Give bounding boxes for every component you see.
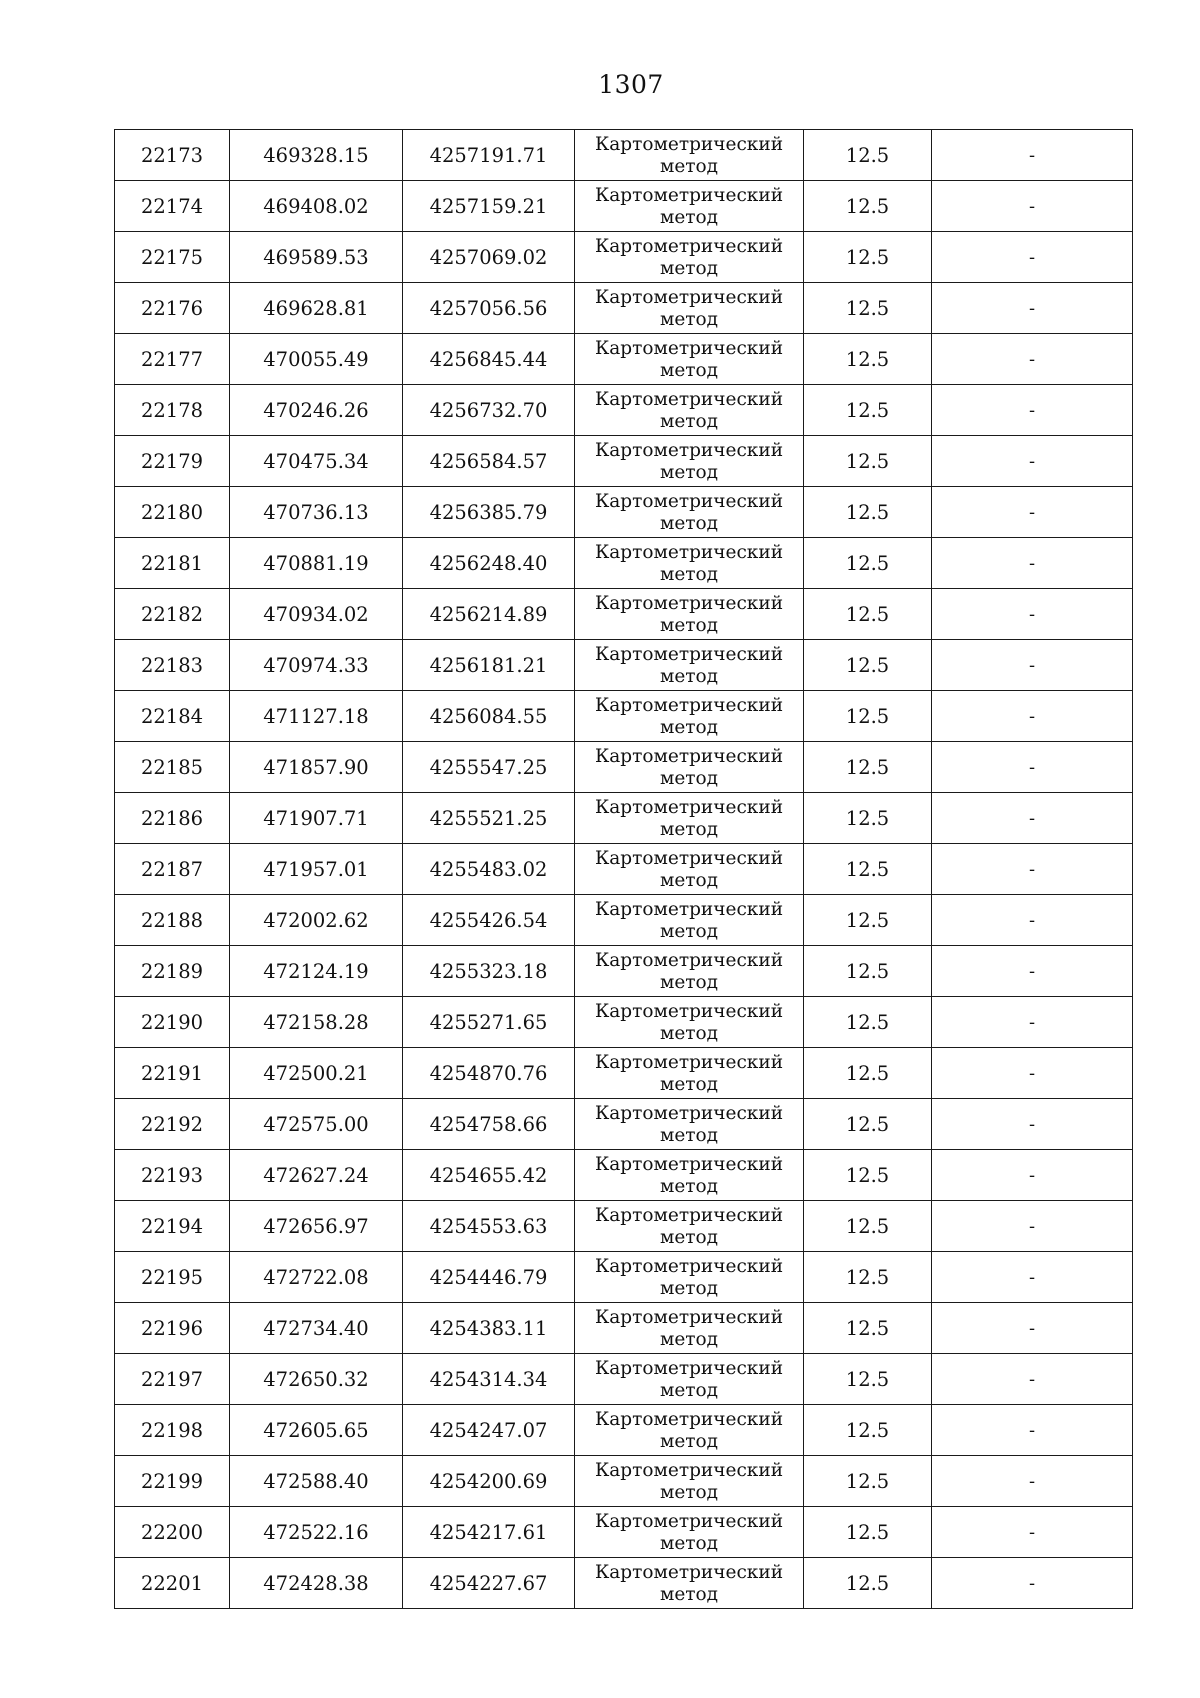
table-row [115,130,1133,181]
x-coordinate-cell: 469408.02 [230,181,403,232]
method-line-2: метод [659,869,719,891]
method-line-2: метод [659,1277,719,1299]
method-cell [575,181,804,232]
note-cell: - [932,1048,1133,1099]
method-line-1: Картометрический [594,490,784,512]
x-coordinate-cell: 470881.19 [230,538,403,589]
y-coordinate-cell: 4257056.56 [403,283,575,334]
method-cell [575,844,804,895]
note-cell: - [932,181,1133,232]
method-line-2: метод [659,920,719,942]
table-row [115,1150,1133,1201]
accuracy-cell: 12.5 [804,1456,932,1507]
y-coordinate-cell: 4254870.76 [403,1048,575,1099]
method-cell [575,283,804,334]
method-cell [575,130,804,181]
x-coordinate-cell: 472124.19 [230,946,403,997]
x-coordinate-cell: 472627.24 [230,1150,403,1201]
accuracy-cell: 12.5 [804,232,932,283]
method-line-1: Картометрический [594,541,784,563]
point-number-cell: 22188 [115,895,230,946]
x-coordinate-cell: 470246.26 [230,385,403,436]
coordinates-table [114,129,1133,1609]
method-line-1: Картометрический [594,1459,784,1481]
method-line-1: Картометрический [594,337,784,359]
y-coordinate-cell: 4256084.55 [403,691,575,742]
y-coordinate-cell: 4254200.69 [403,1456,575,1507]
note-cell: - [932,487,1133,538]
table-row [115,1303,1133,1354]
y-coordinate-cell: 4256248.40 [403,538,575,589]
y-coordinate-cell: 4257069.02 [403,232,575,283]
note-cell: - [932,385,1133,436]
method-cell [575,538,804,589]
point-number-cell: 22200 [115,1507,230,1558]
point-number-cell: 22182 [115,589,230,640]
method-cell [575,1099,804,1150]
accuracy-cell: 12.5 [804,844,932,895]
accuracy-cell: 12.5 [804,1252,932,1303]
method-line-1: Картометрический [594,1357,784,1379]
table-row [115,997,1133,1048]
y-coordinate-cell: 4254314.34 [403,1354,575,1405]
x-coordinate-cell: 470934.02 [230,589,403,640]
y-coordinate-cell: 4254217.61 [403,1507,575,1558]
table-row [115,1507,1133,1558]
method-cell [575,1558,804,1609]
note-cell: - [932,334,1133,385]
method-line-1: Картометрический [594,1153,784,1175]
accuracy-cell: 12.5 [804,946,932,997]
note-cell: - [932,1303,1133,1354]
table-row [115,640,1133,691]
x-coordinate-cell: 472722.08 [230,1252,403,1303]
table-row [115,895,1133,946]
note-cell: - [932,895,1133,946]
method-line-1: Картометрический [594,1408,784,1430]
table-row [115,538,1133,589]
x-coordinate-cell: 471127.18 [230,691,403,742]
point-number-cell: 22199 [115,1456,230,1507]
method-cell [575,436,804,487]
method-line-2: метод [659,1022,719,1044]
method-cell [575,232,804,283]
y-coordinate-cell: 4254655.42 [403,1150,575,1201]
method-line-1: Картометрический [594,133,784,155]
note-cell: - [932,130,1133,181]
y-coordinate-cell: 4255271.65 [403,997,575,1048]
accuracy-cell: 12.5 [804,997,932,1048]
note-cell: - [932,232,1133,283]
x-coordinate-cell: 472588.40 [230,1456,403,1507]
point-number-cell: 22175 [115,232,230,283]
point-number-cell: 22181 [115,538,230,589]
y-coordinate-cell: 4254446.79 [403,1252,575,1303]
table-row [115,1252,1133,1303]
y-coordinate-cell: 4254247.07 [403,1405,575,1456]
table-row [115,691,1133,742]
table-row [115,844,1133,895]
point-number-cell: 22197 [115,1354,230,1405]
accuracy-cell: 12.5 [804,487,932,538]
method-cell [575,742,804,793]
method-line-2: метод [659,1532,719,1554]
x-coordinate-cell: 469628.81 [230,283,403,334]
accuracy-cell: 12.5 [804,334,932,385]
note-cell: - [932,1201,1133,1252]
note-cell: - [932,640,1133,691]
table-row [115,1405,1133,1456]
method-line-1: Картометрический [594,643,784,665]
y-coordinate-cell: 4254553.63 [403,1201,575,1252]
accuracy-cell: 12.5 [804,1099,932,1150]
table-row [115,1456,1133,1507]
method-cell [575,1405,804,1456]
point-number-cell: 22196 [115,1303,230,1354]
method-cell [575,1048,804,1099]
note-cell: - [932,1507,1133,1558]
method-cell [575,1303,804,1354]
page-number: 1307 [598,70,664,99]
method-line-2: метод [659,563,719,585]
table-row [115,283,1133,334]
method-line-2: метод [659,359,719,381]
method-line-1: Картометрический [594,1510,784,1532]
method-line-1: Картометрический [594,847,784,869]
x-coordinate-cell: 472656.97 [230,1201,403,1252]
table-row [115,1201,1133,1252]
point-number-cell: 22184 [115,691,230,742]
method-line-2: метод [659,308,719,330]
method-cell [575,589,804,640]
y-coordinate-cell: 4257159.21 [403,181,575,232]
method-line-1: Картометрический [594,1561,784,1583]
method-line-2: метод [659,665,719,687]
x-coordinate-cell: 470475.34 [230,436,403,487]
x-coordinate-cell: 472428.38 [230,1558,403,1609]
point-number-cell: 22177 [115,334,230,385]
x-coordinate-cell: 472500.21 [230,1048,403,1099]
point-number-cell: 22189 [115,946,230,997]
accuracy-cell: 12.5 [804,1150,932,1201]
note-cell: - [932,691,1133,742]
point-number-cell: 22178 [115,385,230,436]
point-number-cell: 22201 [115,1558,230,1609]
point-number-cell: 22193 [115,1150,230,1201]
method-cell [575,691,804,742]
note-cell: - [932,1456,1133,1507]
accuracy-cell: 12.5 [804,181,932,232]
y-coordinate-cell: 4255547.25 [403,742,575,793]
method-line-2: метод [659,410,719,432]
method-line-1: Картометрический [594,745,784,767]
note-cell: - [932,1150,1133,1201]
x-coordinate-cell: 469589.53 [230,232,403,283]
method-line-1: Картометрический [594,1255,784,1277]
accuracy-cell: 12.5 [804,538,932,589]
note-cell: - [932,283,1133,334]
y-coordinate-cell: 4256214.89 [403,589,575,640]
note-cell: - [932,538,1133,589]
method-line-1: Картометрический [594,694,784,716]
point-number-cell: 22185 [115,742,230,793]
table-row [115,181,1133,232]
y-coordinate-cell: 4256732.70 [403,385,575,436]
method-cell [575,895,804,946]
table-row [115,793,1133,844]
method-line-2: метод [659,257,719,279]
method-line-1: Картометрический [594,184,784,206]
point-number-cell: 22176 [115,283,230,334]
method-cell [575,1252,804,1303]
x-coordinate-cell: 472605.65 [230,1405,403,1456]
point-number-cell: 22190 [115,997,230,1048]
method-line-1: Картометрический [594,235,784,257]
point-number-cell: 22195 [115,1252,230,1303]
point-number-cell: 22183 [115,640,230,691]
method-line-2: метод [659,1226,719,1248]
method-cell [575,1150,804,1201]
x-coordinate-cell: 469328.15 [230,130,403,181]
y-coordinate-cell: 4256845.44 [403,334,575,385]
note-cell: - [932,1252,1133,1303]
method-cell [575,946,804,997]
note-cell: - [932,1558,1133,1609]
method-line-1: Картометрический [594,949,784,971]
x-coordinate-cell: 472522.16 [230,1507,403,1558]
x-coordinate-cell: 472734.40 [230,1303,403,1354]
method-line-2: метод [659,1481,719,1503]
accuracy-cell: 12.5 [804,283,932,334]
note-cell: - [932,997,1133,1048]
note-cell: - [932,1405,1133,1456]
table-row [115,742,1133,793]
point-number-cell: 22187 [115,844,230,895]
point-number-cell: 22192 [115,1099,230,1150]
point-number-cell: 22198 [115,1405,230,1456]
method-line-1: Картометрический [594,1204,784,1226]
accuracy-cell: 12.5 [804,385,932,436]
accuracy-cell: 12.5 [804,1303,932,1354]
y-coordinate-cell: 4256385.79 [403,487,575,538]
method-cell [575,334,804,385]
x-coordinate-cell: 471957.01 [230,844,403,895]
method-line-2: метод [659,1583,719,1605]
method-line-2: метод [659,461,719,483]
point-number-cell: 22173 [115,130,230,181]
method-line-1: Картометрический [594,286,784,308]
x-coordinate-cell: 471907.71 [230,793,403,844]
note-cell: - [932,436,1133,487]
accuracy-cell: 12.5 [804,436,932,487]
method-line-2: метод [659,1073,719,1095]
method-line-1: Картометрический [594,1051,784,1073]
y-coordinate-cell: 4256584.57 [403,436,575,487]
table-row [115,1099,1133,1150]
point-number-cell: 22186 [115,793,230,844]
note-cell: - [932,589,1133,640]
point-number-cell: 22180 [115,487,230,538]
table-row [115,589,1133,640]
method-cell [575,487,804,538]
method-cell [575,997,804,1048]
method-line-1: Картометрический [594,796,784,818]
table-row [115,385,1133,436]
note-cell: - [932,793,1133,844]
x-coordinate-cell: 472158.28 [230,997,403,1048]
accuracy-cell: 12.5 [804,1048,932,1099]
method-line-2: метод [659,716,719,738]
accuracy-cell: 12.5 [804,793,932,844]
x-coordinate-cell: 472575.00 [230,1099,403,1150]
method-line-1: Картометрический [594,592,784,614]
y-coordinate-cell: 4254758.66 [403,1099,575,1150]
accuracy-cell: 12.5 [804,640,932,691]
method-line-1: Картометрический [594,1102,784,1124]
x-coordinate-cell: 470055.49 [230,334,403,385]
y-coordinate-cell: 4255426.54 [403,895,575,946]
point-number-cell: 22174 [115,181,230,232]
method-line-2: метод [659,1124,719,1146]
method-line-2: метод [659,1175,719,1197]
accuracy-cell: 12.5 [804,589,932,640]
table-row [115,946,1133,997]
note-cell: - [932,844,1133,895]
method-line-2: метод [659,1328,719,1350]
note-cell: - [932,1354,1133,1405]
method-line-1: Картометрический [594,898,784,920]
table-row [115,1558,1133,1609]
x-coordinate-cell: 472650.32 [230,1354,403,1405]
method-line-2: метод [659,614,719,636]
method-line-2: метод [659,512,719,534]
x-coordinate-cell: 471857.90 [230,742,403,793]
accuracy-cell: 12.5 [804,130,932,181]
method-line-1: Картометрический [594,1000,784,1022]
point-number-cell: 22191 [115,1048,230,1099]
method-line-2: метод [659,206,719,228]
method-line-2: метод [659,971,719,993]
method-cell [575,1456,804,1507]
note-cell: - [932,946,1133,997]
accuracy-cell: 12.5 [804,1354,932,1405]
point-number-cell: 22194 [115,1201,230,1252]
accuracy-cell: 12.5 [804,1405,932,1456]
y-coordinate-cell: 4254227.67 [403,1558,575,1609]
method-cell [575,385,804,436]
y-coordinate-cell: 4255521.25 [403,793,575,844]
accuracy-cell: 12.5 [804,1201,932,1252]
method-cell [575,1354,804,1405]
y-coordinate-cell: 4254383.11 [403,1303,575,1354]
y-coordinate-cell: 4255483.02 [403,844,575,895]
method-line-1: Картометрический [594,439,784,461]
table-row [115,1354,1133,1405]
method-line-2: метод [659,1430,719,1452]
method-line-2: метод [659,767,719,789]
x-coordinate-cell: 470736.13 [230,487,403,538]
note-cell: - [932,742,1133,793]
method-line-2: метод [659,155,719,177]
method-cell [575,1507,804,1558]
accuracy-cell: 12.5 [804,691,932,742]
y-coordinate-cell: 4255323.18 [403,946,575,997]
x-coordinate-cell: 470974.33 [230,640,403,691]
x-coordinate-cell: 472002.62 [230,895,403,946]
method-line-1: Картометрический [594,388,784,410]
y-coordinate-cell: 4256181.21 [403,640,575,691]
method-cell [575,640,804,691]
table-row [115,436,1133,487]
y-coordinate-cell: 4257191.71 [403,130,575,181]
table-row [115,334,1133,385]
accuracy-cell: 12.5 [804,895,932,946]
accuracy-cell: 12.5 [804,1507,932,1558]
accuracy-cell: 12.5 [804,742,932,793]
table-body [115,130,1133,1609]
table-row [115,1048,1133,1099]
method-line-1: Картометрический [594,1306,784,1328]
method-line-2: метод [659,1379,719,1401]
note-cell: - [932,1099,1133,1150]
method-cell [575,793,804,844]
accuracy-cell: 12.5 [804,1558,932,1609]
method-cell [575,1201,804,1252]
point-number-cell: 22179 [115,436,230,487]
table-row [115,487,1133,538]
table-row [115,232,1133,283]
method-line-2: метод [659,818,719,840]
